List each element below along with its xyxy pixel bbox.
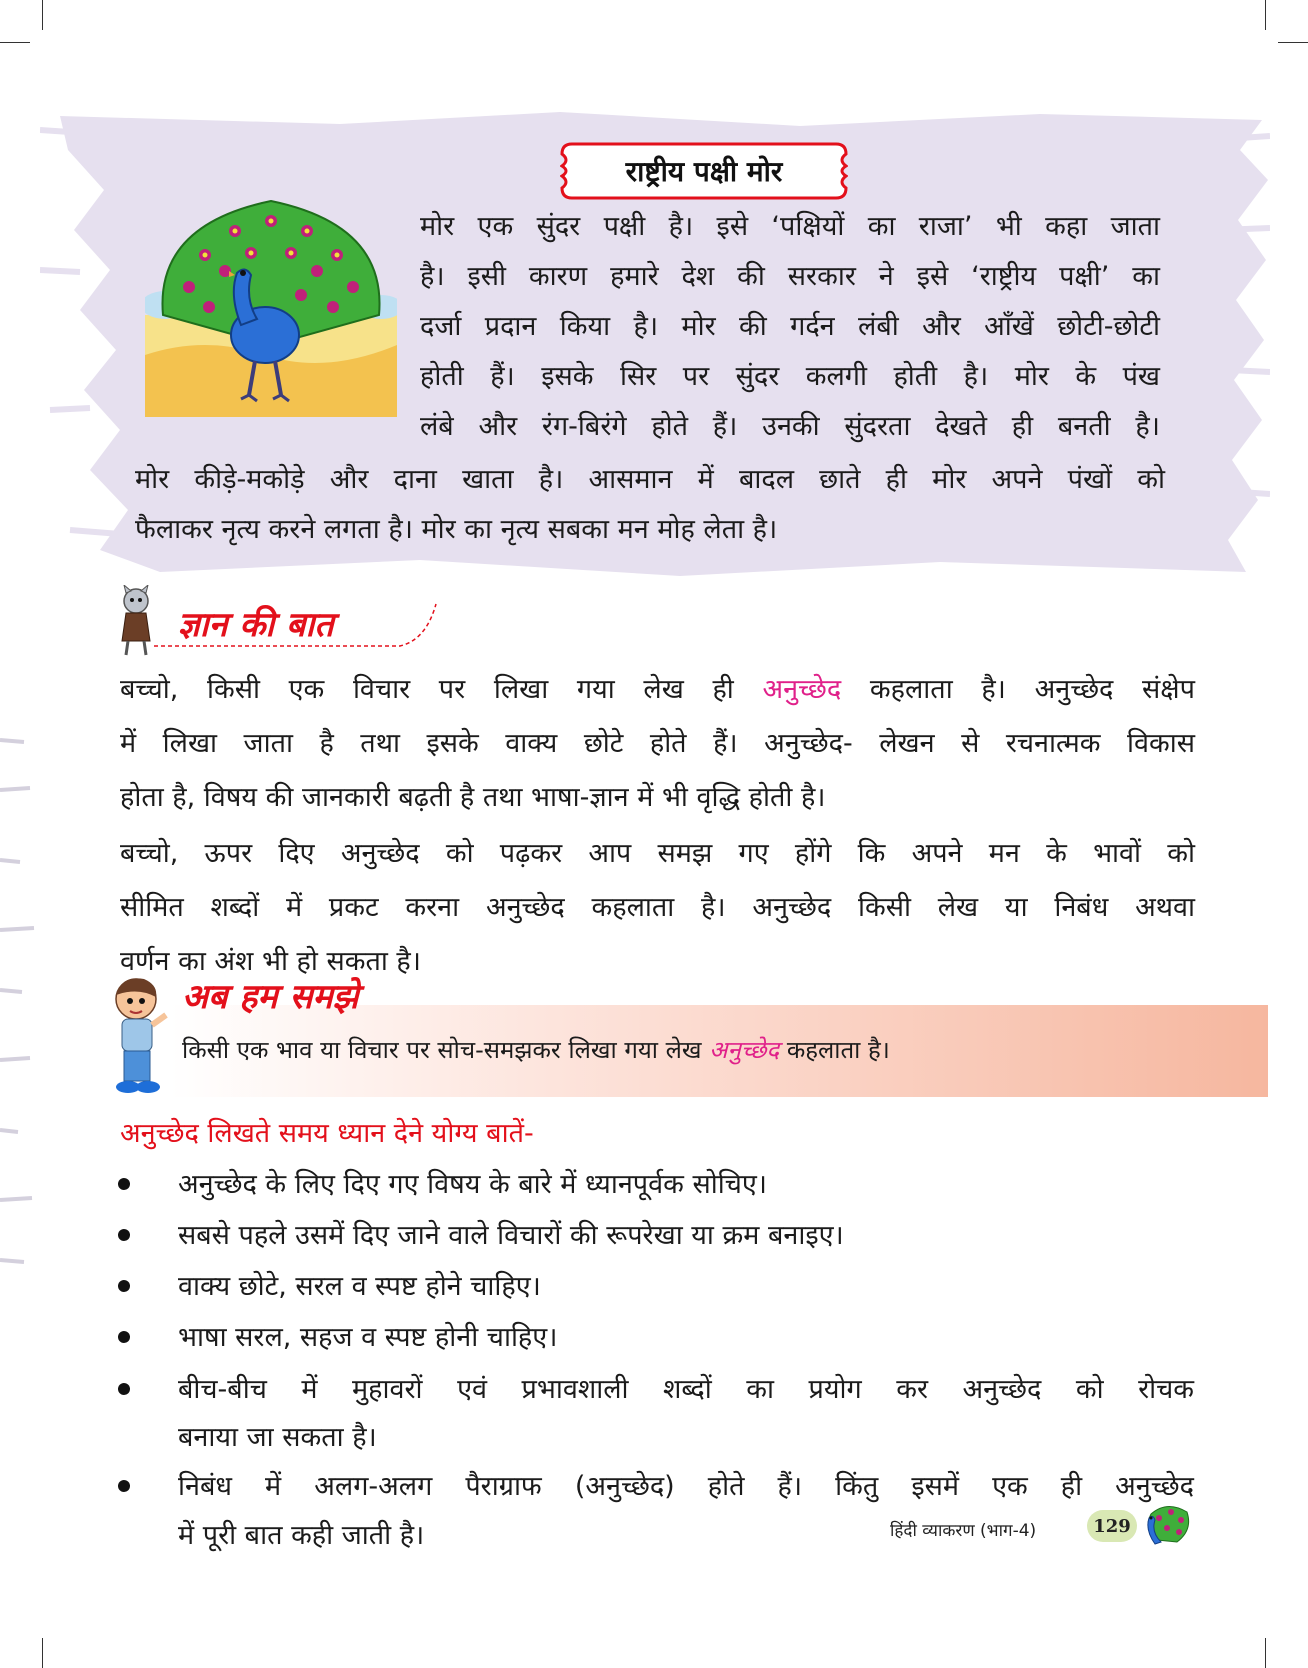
crop-mark bbox=[1278, 42, 1308, 43]
gyan-line: वर्णन का अंश भी हो सकता है। bbox=[120, 946, 421, 977]
page-number: 129 bbox=[1087, 1510, 1137, 1542]
gyan-line: में लिखा जाता है तथा इसके वाक्य छोटे होते हैं। अनुच्छेद- लेखन से रचनात्मक विकास bbox=[120, 728, 1195, 759]
term-highlight: अनुच्छेद bbox=[762, 674, 842, 705]
story-line: फैलाकर नृत्य करने लगता है। मोर का नृत्य सबका मन मोह लेता है। bbox=[135, 514, 778, 545]
crop-mark bbox=[1265, 1638, 1266, 1668]
bullet-dot bbox=[118, 1280, 130, 1292]
tip-item: बीच-बीच में मुहावरों एवं प्रभावशाली शब्दों का प्रयोग कर अनुच्छेद को रोचक bbox=[178, 1374, 1194, 1405]
gyan-text: कहलाता है। अनुच्छेद संक्षेप bbox=[841, 674, 1195, 705]
tip-item: अनुच्छेद के लिए दिए गए विषय के बारे में ध्यानपूर्वक सोचिए। bbox=[178, 1169, 768, 1200]
crop-mark bbox=[1265, 0, 1266, 30]
page-title: राष्ट्रीय पक्षी मोर bbox=[625, 155, 783, 188]
gyan-heading: ज्ञान की बात bbox=[178, 605, 334, 645]
story-line: मोर कीड़े-मकोड़े और दाना खाता है। आसमान में बादल छाते ही मोर अपने पंखों को bbox=[135, 464, 1165, 495]
tip-item: वाक्य छोटे, सरल व स्पष्ट होने चाहिए। bbox=[178, 1271, 541, 1302]
gyan-line: बच्चो, ऊपर दिए अनुच्छेद को पढ़कर आप समझ गए होंगे कि अपने मन के भावों को bbox=[120, 838, 1195, 869]
bullet-dot bbox=[118, 1383, 130, 1395]
tip-item: भाषा सरल, सहज व स्पष्ट होनी चाहिए। bbox=[178, 1322, 558, 1353]
tip-item: सबसे पहले उसमें दिए जाने वाले विचारों की रूपरेखा या क्रम बनाइए। bbox=[178, 1220, 844, 1251]
crop-mark bbox=[42, 0, 43, 30]
crop-mark bbox=[0, 42, 30, 43]
story-line: मोर एक सुंदर पक्षी है। इसे ‘पक्षियों का राजा’ भी कहा जाता bbox=[420, 211, 1160, 242]
story-line: लंबे और रंग-बिरंगे होते हैं। उनकी सुंदरता देखते ही बनती है। bbox=[420, 411, 1160, 442]
term-highlight: अनुच्छेद bbox=[709, 1036, 780, 1064]
summary-part: कहलाता है। bbox=[779, 1036, 890, 1064]
summary-part: किसी एक भाव या विचार पर सोच-समझकर लिखा गया लेख bbox=[182, 1036, 710, 1064]
peacock-illustration bbox=[145, 195, 397, 417]
bullet-dot bbox=[118, 1480, 130, 1492]
gyan-line bbox=[120, 664, 1195, 716]
crop-mark bbox=[42, 1638, 43, 1668]
story-line: दर्जा प्रदान किया है। मोर की गर्दन लंबी और आँखें छोटी-छोटी bbox=[420, 311, 1160, 342]
story-line: होती हैं। इसके सिर पर सुंदर कलगी होती है। मोर के पंख bbox=[420, 361, 1160, 392]
book-title: हिंदी व्याकरण (भाग-4) bbox=[890, 1521, 1037, 1541]
bullet-dot bbox=[118, 1331, 130, 1343]
summary-text bbox=[182, 1033, 890, 1066]
edge-streaks bbox=[0, 730, 40, 1290]
gyan-line: सीमित शब्दों में प्रकट करना अनुच्छेद कहलाता है। अनुच्छेद किसी लेख या निबंध अथवा bbox=[120, 892, 1195, 923]
gyan-line: होता है, विषय की जानकारी बढ़ती है तथा भाषा-ज्ञान में भी वृद्धि होती है। bbox=[120, 782, 826, 813]
boy-mascot bbox=[108, 975, 170, 1097]
tip-item: में पूरी बात कही जाती है। bbox=[178, 1520, 425, 1551]
peacock-icon bbox=[1137, 1500, 1192, 1552]
tip-item: बनाया जा सकता है। bbox=[178, 1422, 377, 1453]
tips-heading: अनुच्छेद लिखते समय ध्यान देने योग्य बातें- bbox=[120, 1118, 534, 1149]
bullet-dot bbox=[118, 1229, 130, 1241]
gyan-text: बच्चो, किसी एक विचार पर लिखा गया लेख ही bbox=[120, 674, 763, 705]
story-line: है। इसी कारण हमारे देश की सरकार ने इसे ‘राष्ट्रीय पक्षी’ का bbox=[420, 261, 1160, 292]
dotted-divider bbox=[150, 600, 440, 650]
tip-item: निबंध में अलग-अलग पैराग्राफ (अनुच्छेद) होते हैं। किंतु इसमें एक ही अनुच्छेद bbox=[178, 1471, 1194, 1502]
samjhe-heading: अब हम समझे bbox=[182, 977, 359, 1017]
bullet-dot bbox=[118, 1178, 130, 1190]
